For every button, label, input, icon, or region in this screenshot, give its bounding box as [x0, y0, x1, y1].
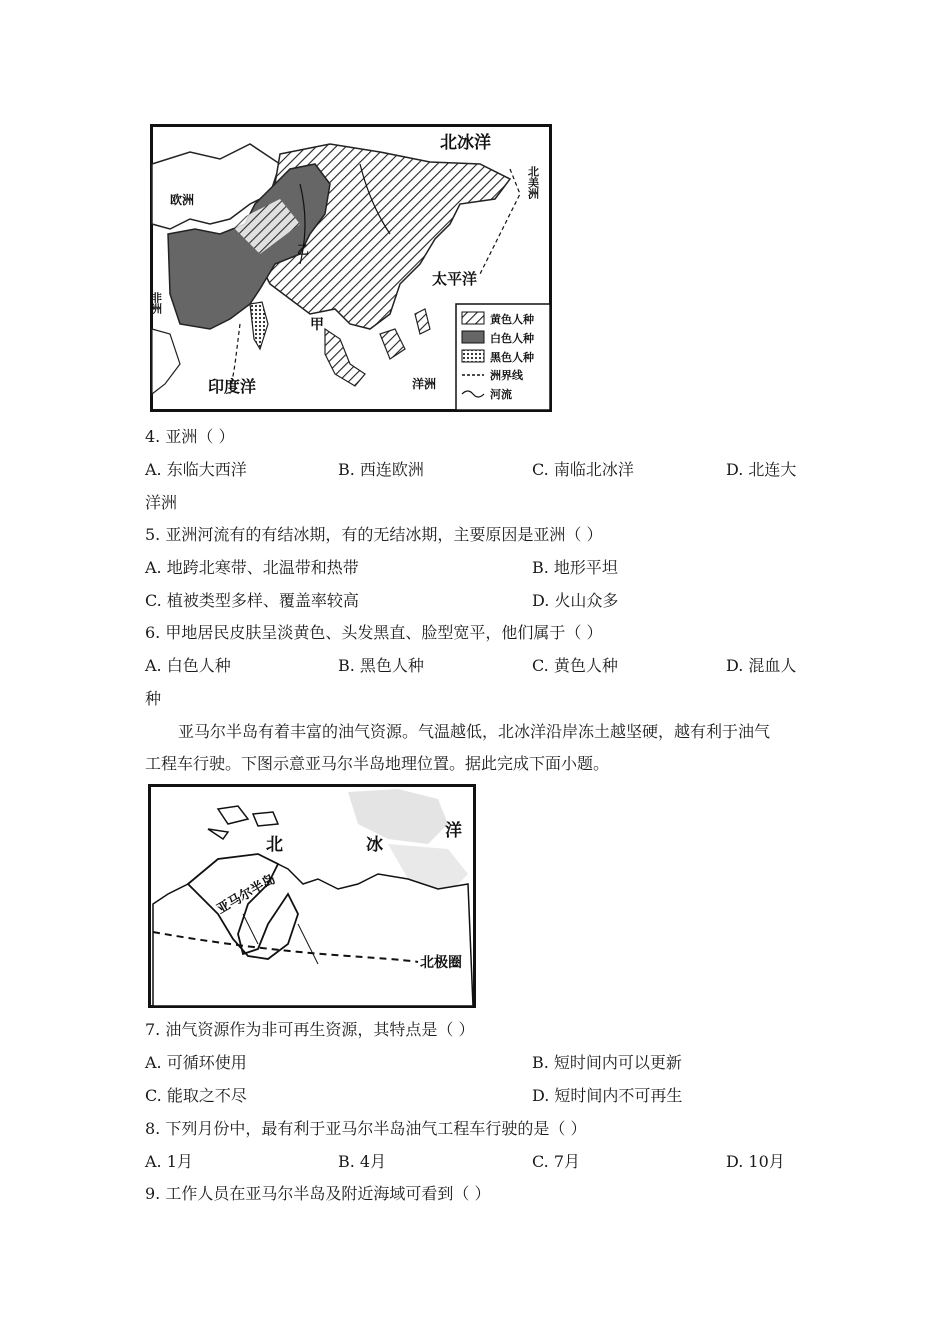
label-oceania: 洋洲: [412, 377, 437, 391]
label-yi: 乙: [297, 243, 310, 257]
question-5-option-c: C. 植被类型多样、覆盖率较高: [145, 591, 359, 610]
legend-river: 河流: [490, 388, 512, 401]
question-8-option-c: C. 7月: [532, 1152, 581, 1171]
asia-race-map-svg: [150, 124, 552, 412]
question-6-option-d: D. 混血人: [726, 656, 797, 675]
yamal-peninsula-map-svg: [148, 784, 476, 1008]
question-8-option-a: A. 1月: [145, 1152, 193, 1171]
label-jia: 甲: [310, 317, 324, 333]
question-4-stem: 4. 亚洲（ ）: [145, 427, 235, 446]
question-5-option-a: A. 地跨北寒带、北温带和热带: [145, 558, 359, 577]
question-7-stem: 7. 油气资源作为非可再生资源，其特点是（ ）: [145, 1020, 475, 1039]
label-arctic-circle: 北极圈: [420, 955, 462, 971]
label-bing: 冰: [366, 835, 383, 855]
question-5-stem: 5. 亚洲河流有的有结冰期，有的无结冰期，主要原因是亚洲（ ）: [145, 525, 603, 544]
question-5-option-d: D. 火山众多: [532, 591, 619, 610]
label-yang: 洋: [445, 821, 462, 841]
label-yamal-peninsula: 亚马尔半岛: [214, 871, 279, 918]
question-7-option-c: C. 能取之不尽: [145, 1086, 247, 1105]
question-7-option-a: A. 可循环使用: [145, 1053, 247, 1072]
question-6-option-d-continued: 种: [145, 689, 162, 708]
question-8-option-d: D. 10月: [726, 1152, 785, 1171]
label-pacific-ocean: 太平洋: [432, 270, 478, 288]
question-4-option-d: D. 北连大: [726, 460, 797, 479]
question-9-stem: 9. 工作人员在亚马尔半岛及附近海域可看到（ ）: [145, 1184, 491, 1203]
label-europe: 欧洲: [170, 193, 195, 207]
label-arctic-ocean: 北冰洋: [440, 133, 491, 153]
legend-white-race: 白色人种: [490, 332, 534, 345]
question-4-option-b: B. 西连欧洲: [338, 460, 424, 479]
question-6-option-c: C. 黄色人种: [532, 656, 618, 675]
question-4-option-a: A. 东临大西洋: [145, 460, 247, 479]
question-8-stem: 8. 下列月份中，最有利于亚马尔半岛油气工程车行驶的是（ ）: [145, 1119, 587, 1138]
legend-continent-boundary: 洲界线: [490, 369, 523, 382]
question-7-option-d: D. 短时间内不可再生: [532, 1086, 683, 1105]
asia-race-map: [150, 124, 552, 412]
legend-yellow-race: 黄色人种: [490, 313, 534, 326]
question-6-stem: 6. 甲地居民皮肤呈淡黄色、头发黑直、脸型宽平，他们属于（ ）: [145, 623, 603, 642]
label-indian-ocean: 印度洋: [208, 377, 257, 396]
yamal-peninsula-map: [148, 784, 476, 1008]
question-7-option-b: B. 短时间内可以更新: [532, 1053, 682, 1072]
question-8-option-b: B. 4月: [338, 1152, 387, 1171]
question-6-option-b: B. 黑色人种: [338, 656, 424, 675]
question-4-option-d-continued: 洋洲: [145, 493, 178, 512]
question-5-option-b: B. 地形平坦: [532, 558, 618, 577]
label-bei: 北: [266, 835, 283, 855]
passage-line-2: 工程车行驶。下图示意亚马尔半岛地理位置。据此完成下面小题。: [145, 754, 610, 773]
question-4-option-c: C. 南临北冰洋: [532, 460, 634, 479]
legend-black-race: 黑色人种: [490, 351, 534, 364]
passage-line-1: 亚马尔半岛有着丰富的油气资源。气温越低，北冰洋沿岸冻土越坚硬，越有利于油气: [178, 722, 771, 741]
question-6-option-a: A. 白色人种: [145, 656, 231, 675]
label-africa: 非洲: [150, 292, 163, 314]
label-north-america: 北美洲: [526, 166, 540, 199]
